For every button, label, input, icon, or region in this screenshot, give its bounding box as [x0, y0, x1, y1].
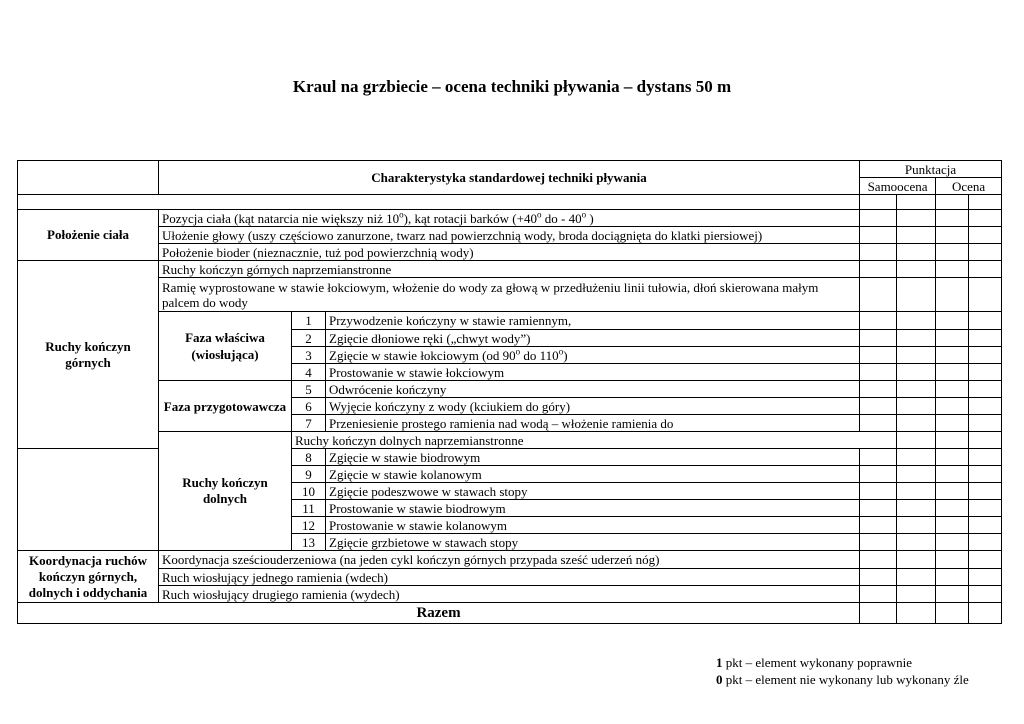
- criterion-lower-alternating: Ruchy kończyn dolnych naprzemianstronne: [292, 432, 897, 449]
- score-cell[interactable]: [897, 347, 936, 364]
- score-cell[interactable]: [969, 586, 1002, 603]
- score-cell[interactable]: [936, 534, 969, 551]
- score-cell[interactable]: [936, 517, 969, 534]
- score-cell[interactable]: [936, 500, 969, 517]
- score-cell[interactable]: [969, 432, 1002, 449]
- category-upper-limbs: Ruchy kończyn górnych: [18, 261, 159, 449]
- criterion-hip-position: Położenie bioder (nieznacznie, tuż pod powierzchnią wody): [159, 244, 860, 261]
- score-cell[interactable]: [897, 534, 936, 551]
- category-lower-limbs: Ruchy kończyn dolnych: [159, 432, 292, 551]
- page-title: Kraul na grzbiecie – ocena techniki pływania – dystans 50 m: [292, 77, 732, 96]
- table-row: [18, 227, 1002, 244]
- score-cell[interactable]: [936, 569, 969, 586]
- phase-recovery: Faza przygotowawcza: [159, 381, 292, 432]
- score-cell[interactable]: [936, 278, 969, 312]
- score-cell[interactable]: [860, 261, 897, 278]
- item-number: 4: [292, 364, 326, 381]
- phase-empty-cell: [18, 449, 159, 551]
- score-cell[interactable]: [969, 330, 1002, 347]
- score-cell[interactable]: [936, 227, 969, 244]
- criterion-six-beat: Koordynacja sześciouderzeniowa (na jeden cykl kończyn górnych przypada sześć uderzeń nóg): [159, 551, 860, 569]
- score-cell[interactable]: [936, 551, 969, 569]
- criterion-text: Odwrócenie kończyny: [326, 381, 860, 398]
- score-cell[interactable]: [860, 347, 897, 364]
- category-body-position: Położenie ciała: [18, 210, 159, 261]
- score-cell[interactable]: [897, 210, 936, 227]
- score-cell[interactable]: [969, 244, 1002, 261]
- table-row: [18, 551, 1002, 569]
- score-cell[interactable]: [897, 449, 936, 466]
- table-row: [18, 244, 1002, 261]
- score-cell[interactable]: [860, 278, 897, 312]
- score-cell[interactable]: [969, 261, 1002, 278]
- score-cell[interactable]: [860, 210, 897, 227]
- score-cell[interactable]: [936, 449, 969, 466]
- criterion-text: Prostowanie w stawie łokciowym: [326, 364, 860, 381]
- criterion-text: Zgięcie grzbietowe w stawach stopy: [326, 534, 860, 551]
- score-cell[interactable]: [860, 398, 897, 415]
- legend: [716, 654, 969, 688]
- score-cell[interactable]: [969, 347, 1002, 364]
- score-cell[interactable]: [969, 364, 1002, 381]
- criterion-inhale: Ruch wiosłujący jednego ramienia (wdech): [159, 569, 860, 586]
- criterion-text: Prostowanie w stawie biodrowym: [326, 500, 860, 517]
- score-cell[interactable]: [860, 364, 897, 381]
- total-label: Razem: [18, 603, 860, 624]
- score-cell[interactable]: [969, 210, 1002, 227]
- criterion-text: Zgięcie w stawie łokciowym (od 90$^o$ do 110$^o$): [326, 347, 860, 364]
- score-cell[interactable]: [936, 415, 969, 432]
- score-cell[interactable]: [969, 195, 1002, 210]
- criterion-head-position: Ułożenie głowy (uszy częściowo zanurzone, twarz nad powierzchnią wody, broda dociągnięta do klatki piersiowej): [159, 227, 860, 244]
- score-cell[interactable]: [936, 210, 969, 227]
- criterion-body-position: Pozycja ciała (kąt natarcia nie większy niż 10$^o$), kąt rotacji barków ($+40^o$ do - 40$^o$ ): [159, 210, 860, 227]
- table-row: [18, 261, 1002, 278]
- score-cell[interactable]: [969, 278, 1002, 312]
- score-cell[interactable]: [860, 517, 897, 534]
- legend-correct: 1 pkt – element wykonany poprawnie: [716, 655, 913, 670]
- score-cell[interactable]: [860, 500, 897, 517]
- score-cell[interactable]: [860, 534, 897, 551]
- table-row: [18, 278, 1002, 312]
- score-cell[interactable]: [897, 432, 936, 449]
- score-cell[interactable]: [969, 227, 1002, 244]
- score-cell[interactable]: [860, 312, 897, 330]
- criterion-text: Wyjęcie kończyny z wody (kciukiem do góry): [326, 398, 860, 415]
- criterion-upper-alternating: Ruchy kończyn górnych naprzemianstronne: [159, 261, 860, 278]
- header-self-assessment: Samoocena: [860, 178, 936, 195]
- score-cell[interactable]: [936, 244, 969, 261]
- score-cell[interactable]: [969, 398, 1002, 415]
- score-cell[interactable]: [860, 586, 897, 603]
- item-number: 8: [292, 449, 326, 466]
- score-cell[interactable]: [897, 483, 936, 500]
- item-number: 11: [292, 500, 326, 517]
- criterion-text: Przeniesienie prostego ramienia nad wodą – włożenie ramienia do: [326, 415, 860, 432]
- score-cell[interactable]: [897, 381, 936, 398]
- score-cell[interactable]: [936, 466, 969, 483]
- score-cell[interactable]: [860, 449, 897, 466]
- item-number: 6: [292, 398, 326, 415]
- header-characteristic: Charakterystyka standardowej techniki pływania: [159, 161, 860, 195]
- spacer-cell: [18, 195, 860, 210]
- score-cell[interactable]: [969, 551, 1002, 569]
- total-score-cell[interactable]: [936, 603, 969, 624]
- item-number: 5: [292, 381, 326, 398]
- score-cell[interactable]: [936, 195, 969, 210]
- category-coordination: Koordynacja ruchów kończyn górnych, dolnych i oddychania: [18, 551, 159, 603]
- score-cell[interactable]: [969, 517, 1002, 534]
- score-cell[interactable]: [897, 569, 936, 586]
- criterion-text: Zgięcie podeszwowe w stawach stopy: [326, 483, 860, 500]
- score-cell[interactable]: [897, 227, 936, 244]
- total-row: [18, 603, 1002, 624]
- score-cell[interactable]: [860, 569, 897, 586]
- phase-propulsive: Faza właściwa (wiosłująca): [159, 312, 292, 381]
- criterion-text: Zgięcie w stawie biodrowym: [326, 449, 860, 466]
- score-cell[interactable]: [897, 244, 936, 261]
- score-cell[interactable]: [936, 398, 969, 415]
- score-cell[interactable]: [897, 398, 936, 415]
- table-row: [18, 586, 1002, 603]
- score-cell[interactable]: [936, 381, 969, 398]
- item-number: 2: [292, 330, 326, 347]
- header-row: [18, 161, 1002, 178]
- score-cell[interactable]: [860, 551, 897, 569]
- score-cell[interactable]: [936, 330, 969, 347]
- score-cell[interactable]: [897, 195, 936, 210]
- score-cell[interactable]: [936, 347, 969, 364]
- table-row: [18, 210, 1002, 227]
- score-cell[interactable]: [897, 466, 936, 483]
- score-cell[interactable]: [936, 312, 969, 330]
- score-cell[interactable]: [860, 330, 897, 347]
- total-score-cell[interactable]: [897, 603, 936, 624]
- score-cell[interactable]: [897, 500, 936, 517]
- score-cell[interactable]: [897, 364, 936, 381]
- criterion-text: Przywodzenie kończyny w stawie ramiennym,: [326, 312, 860, 330]
- score-cell[interactable]: [969, 312, 1002, 330]
- table-row: [18, 569, 1002, 586]
- score-cell[interactable]: [860, 381, 897, 398]
- item-number: 13: [292, 534, 326, 551]
- item-number: 3: [292, 347, 326, 364]
- score-cell[interactable]: [936, 483, 969, 500]
- score-cell[interactable]: [897, 551, 936, 569]
- assessment-table: [17, 160, 1002, 624]
- total-score-cell[interactable]: [969, 603, 1002, 624]
- score-cell[interactable]: [969, 466, 1002, 483]
- score-cell[interactable]: [936, 364, 969, 381]
- criterion-text: Prostowanie w stawie kolanowym: [326, 517, 860, 534]
- score-cell[interactable]: [936, 586, 969, 603]
- criterion-exhale: Ruch wiosłujący drugiego ramienia (wydech): [159, 586, 860, 603]
- score-cell[interactable]: [969, 534, 1002, 551]
- table-row: [18, 312, 1002, 330]
- table-row: [18, 381, 1002, 398]
- spacer-row: [18, 195, 1002, 210]
- item-number: 1: [292, 312, 326, 330]
- legend-incorrect: 0 pkt – element nie wykonany lub wykonany źle: [716, 672, 969, 687]
- score-cell[interactable]: [969, 569, 1002, 586]
- score-cell[interactable]: [969, 381, 1002, 398]
- criterion-text: Zgięcie dłoniowe ręki („chwyt wody”): [326, 330, 860, 347]
- header-points: Punktacja: [860, 161, 1002, 178]
- score-cell[interactable]: [860, 195, 897, 210]
- score-cell[interactable]: [936, 261, 969, 278]
- score-cell[interactable]: [897, 586, 936, 603]
- item-number: 7: [292, 415, 326, 432]
- score-cell[interactable]: [897, 517, 936, 534]
- score-cell[interactable]: [860, 466, 897, 483]
- score-cell[interactable]: [897, 261, 936, 278]
- criterion-text: Zgięcie w stawie kolanowym: [326, 466, 860, 483]
- score-cell[interactable]: [860, 483, 897, 500]
- header-assessment: Ocena: [936, 178, 1002, 195]
- score-cell[interactable]: [860, 227, 897, 244]
- table-row: [18, 432, 1002, 449]
- score-cell[interactable]: [969, 415, 1002, 432]
- score-cell[interactable]: [897, 415, 936, 432]
- score-cell[interactable]: [897, 312, 936, 330]
- score-cell[interactable]: [897, 330, 936, 347]
- score-cell[interactable]: [860, 415, 897, 432]
- score-cell[interactable]: [969, 500, 1002, 517]
- score-cell[interactable]: [969, 483, 1002, 500]
- header-empty-cell: [18, 161, 159, 195]
- criterion-arm-entry: Ramię wyprostowane w stawie łokciowym, włożenie do wody za głową w przedłużeniu linii tułowia, dłoń skierowana małym palcem do wody: [159, 278, 860, 312]
- item-number: 12: [292, 517, 326, 534]
- item-number: 9: [292, 466, 326, 483]
- score-cell[interactable]: [969, 449, 1002, 466]
- score-cell[interactable]: [860, 244, 897, 261]
- total-score-cell[interactable]: [860, 603, 897, 624]
- item-number: 10: [292, 483, 326, 500]
- score-cell[interactable]: [936, 432, 969, 449]
- score-cell[interactable]: [897, 278, 936, 312]
